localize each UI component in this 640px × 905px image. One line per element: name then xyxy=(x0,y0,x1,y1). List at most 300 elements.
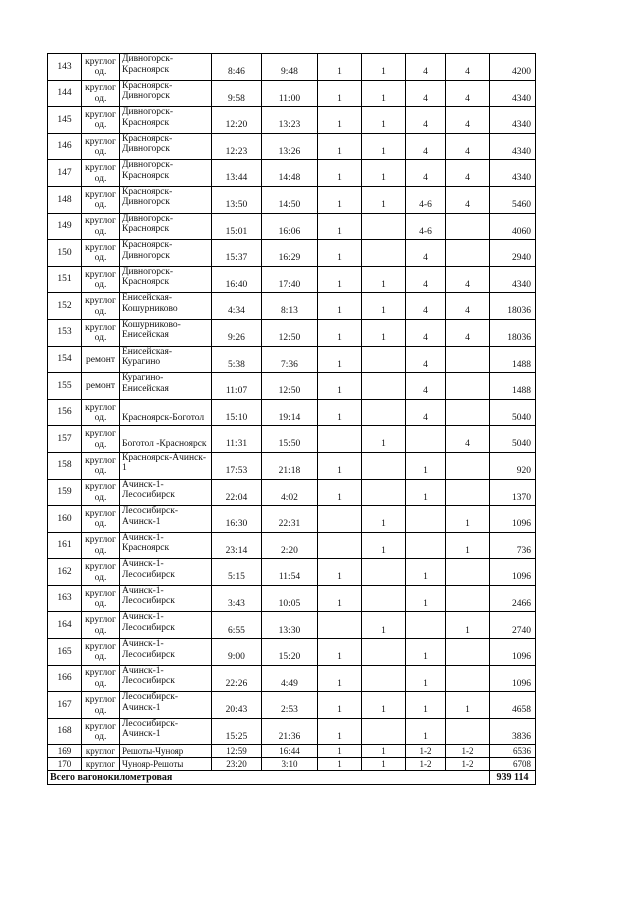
service-type-cell: круглог од. xyxy=(82,133,120,160)
count-cell-4: 1 xyxy=(446,532,490,559)
row-number-cell: 143 xyxy=(48,54,82,81)
row-number-cell: 167 xyxy=(48,692,82,719)
count-cell-2: 1 xyxy=(362,692,406,719)
count-cell-2: 1 xyxy=(362,160,406,187)
departure-time-cell: 3:43 xyxy=(212,585,262,612)
wagon-km-cell: 4658 xyxy=(490,692,536,719)
count-cell-1 xyxy=(318,426,362,453)
count-cell-1: 1 xyxy=(318,160,362,187)
row-number-cell: 160 xyxy=(48,506,82,533)
arrival-time-cell: 16:44 xyxy=(262,745,318,758)
departure-time-cell: 9:00 xyxy=(212,639,262,666)
count-cell-3: 1 xyxy=(406,718,446,745)
table-row xyxy=(48,639,536,666)
total-row xyxy=(48,771,536,785)
service-type-cell: круглог од. xyxy=(82,213,120,240)
route-cell: Дивногорск- Красноярск xyxy=(120,266,212,293)
route-cell: Красноярск- Дивногорск xyxy=(120,240,212,267)
count-cell-2: 1 xyxy=(362,612,406,639)
route-cell: Лесосибирск- Ачинск-1 xyxy=(120,718,212,745)
wagon-km-cell: 1488 xyxy=(490,346,536,373)
service-type-cell: круглог од. xyxy=(82,319,120,346)
wagon-km-cell: 5460 xyxy=(490,186,536,213)
count-cell-3: 4 xyxy=(406,240,446,267)
service-type-cell: круглог од. xyxy=(82,532,120,559)
route-cell: Боготол -Красноярск xyxy=(120,426,212,453)
count-cell-1: 1 xyxy=(318,293,362,320)
count-cell-1: 1 xyxy=(318,373,362,400)
arrival-time-cell: 11:54 xyxy=(262,559,318,586)
count-cell-2 xyxy=(362,213,406,240)
route-cell: Дивногорск- Красноярск xyxy=(120,213,212,240)
departure-time-cell: 22:26 xyxy=(212,665,262,692)
count-cell-2: 1 xyxy=(362,54,406,81)
departure-time-cell: 16:30 xyxy=(212,506,262,533)
count-cell-2: 1 xyxy=(362,133,406,160)
arrival-time-cell: 9:48 xyxy=(262,54,318,81)
departure-time-cell: 15:10 xyxy=(212,399,262,426)
route-cell: Красноярск-Ачинск- 1 xyxy=(120,452,212,479)
row-number-cell: 156 xyxy=(48,399,82,426)
departure-time-cell: 16:40 xyxy=(212,266,262,293)
wagon-km-cell: 18036 xyxy=(490,293,536,320)
service-type-cell: круглог од. xyxy=(82,585,120,612)
count-cell-4 xyxy=(446,718,490,745)
service-type-cell: круглог од. xyxy=(82,506,120,533)
route-cell: Ачинск-1- Лесосибирск xyxy=(120,585,212,612)
row-number-cell: 159 xyxy=(48,479,82,506)
count-cell-4: 4 xyxy=(446,80,490,107)
wagon-km-cell: 5040 xyxy=(490,426,536,453)
departure-time-cell: 11:07 xyxy=(212,373,262,400)
route-cell: Енисейская- Кошурниково xyxy=(120,293,212,320)
count-cell-3 xyxy=(406,612,446,639)
route-cell: Красноярск- Дивногорск xyxy=(120,133,212,160)
count-cell-2: 1 xyxy=(362,745,406,758)
table-row xyxy=(48,692,536,719)
row-number-cell: 150 xyxy=(48,240,82,267)
row-number-cell: 157 xyxy=(48,426,82,453)
row-number-cell: 170 xyxy=(48,758,82,771)
row-number-cell: 162 xyxy=(48,559,82,586)
count-cell-4: 4 xyxy=(446,319,490,346)
wagon-km-cell: 18036 xyxy=(490,319,536,346)
count-cell-1: 1 xyxy=(318,718,362,745)
wagon-km-cell: 4340 xyxy=(490,80,536,107)
departure-time-cell: 12:20 xyxy=(212,107,262,134)
count-cell-3: 4-6 xyxy=(406,186,446,213)
route-cell: Лесосибирск- Ачинск-1 xyxy=(120,506,212,533)
table-row xyxy=(48,133,536,160)
departure-time-cell: 4:34 xyxy=(212,293,262,320)
wagon-km-cell: 4340 xyxy=(490,160,536,187)
service-type-cell: круглог од. xyxy=(82,665,120,692)
count-cell-1: 1 xyxy=(318,639,362,666)
table-row xyxy=(48,532,536,559)
route-cell: Красноярск-Боготол xyxy=(120,399,212,426)
count-cell-4: 1 xyxy=(446,506,490,533)
row-number-cell: 158 xyxy=(48,452,82,479)
count-cell-3 xyxy=(406,506,446,533)
wagon-km-cell: 3836 xyxy=(490,718,536,745)
count-cell-1: 1 xyxy=(318,745,362,758)
arrival-time-cell: 7:36 xyxy=(262,346,318,373)
count-cell-3: 1 xyxy=(406,479,446,506)
service-type-cell: круглог од. xyxy=(82,240,120,267)
route-cell: Курагино- Енисейская xyxy=(120,373,212,400)
departure-time-cell: 5:15 xyxy=(212,559,262,586)
count-cell-2: 1 xyxy=(362,506,406,533)
departure-time-cell: 13:44 xyxy=(212,160,262,187)
count-cell-3: 1 xyxy=(406,692,446,719)
route-cell: Красноярск- Дивногорск xyxy=(120,80,212,107)
route-cell: Дивногорск- Красноярск xyxy=(120,54,212,81)
count-cell-4 xyxy=(446,346,490,373)
row-number-cell: 146 xyxy=(48,133,82,160)
count-cell-3: 4 xyxy=(406,133,446,160)
row-number-cell: 154 xyxy=(48,346,82,373)
arrival-time-cell: 4:49 xyxy=(262,665,318,692)
service-type-cell: круглог од. xyxy=(82,160,120,187)
table-row xyxy=(48,612,536,639)
count-cell-3: 4 xyxy=(406,107,446,134)
count-cell-3: 4 xyxy=(406,54,446,81)
service-type-cell: круглог од. xyxy=(82,399,120,426)
wagon-km-cell: 4340 xyxy=(490,107,536,134)
service-type-cell: круглог од. xyxy=(82,452,120,479)
table-row xyxy=(48,559,536,586)
departure-time-cell: 17:53 xyxy=(212,452,262,479)
table-row xyxy=(48,266,536,293)
count-cell-4: 4 xyxy=(446,133,490,160)
arrival-time-cell: 13:26 xyxy=(262,133,318,160)
count-cell-1: 1 xyxy=(318,479,362,506)
count-cell-1: 1 xyxy=(318,133,362,160)
service-type-cell: круглог xyxy=(82,758,120,771)
wagon-km-cell: 6708 xyxy=(490,758,536,771)
departure-time-cell: 23:20 xyxy=(212,758,262,771)
arrival-time-cell: 12:50 xyxy=(262,373,318,400)
count-cell-2 xyxy=(362,585,406,612)
departure-time-cell: 6:55 xyxy=(212,612,262,639)
service-type-cell: круглог од. xyxy=(82,612,120,639)
count-cell-3: 1-2 xyxy=(406,758,446,771)
count-cell-3: 4 xyxy=(406,319,446,346)
count-cell-1: 1 xyxy=(318,266,362,293)
table-row xyxy=(48,346,536,373)
count-cell-1: 1 xyxy=(318,186,362,213)
count-cell-3: 4 xyxy=(406,80,446,107)
table-row xyxy=(48,293,536,320)
count-cell-4 xyxy=(446,559,490,586)
count-cell-2: 1 xyxy=(362,758,406,771)
row-number-cell: 166 xyxy=(48,665,82,692)
count-cell-1: 1 xyxy=(318,213,362,240)
row-number-cell: 155 xyxy=(48,373,82,400)
wagon-km-cell: 4340 xyxy=(490,133,536,160)
count-cell-4 xyxy=(446,665,490,692)
arrival-time-cell: 2:53 xyxy=(262,692,318,719)
table-row xyxy=(48,399,536,426)
route-cell: Енисейская- Курагино xyxy=(120,346,212,373)
count-cell-3 xyxy=(406,426,446,453)
table-row xyxy=(48,373,536,400)
row-number-cell: 169 xyxy=(48,745,82,758)
count-cell-3: 4 xyxy=(406,293,446,320)
count-cell-3: 1-2 xyxy=(406,745,446,758)
departure-time-cell: 15:01 xyxy=(212,213,262,240)
count-cell-4: 1 xyxy=(446,692,490,719)
arrival-time-cell: 13:23 xyxy=(262,107,318,134)
row-number-cell: 147 xyxy=(48,160,82,187)
route-cell: Дивногорск- Красноярск xyxy=(120,107,212,134)
count-cell-4: 4 xyxy=(446,426,490,453)
arrival-time-cell: 16:29 xyxy=(262,240,318,267)
arrival-time-cell: 21:18 xyxy=(262,452,318,479)
departure-time-cell: 9:58 xyxy=(212,80,262,107)
table-row xyxy=(48,213,536,240)
table-row xyxy=(48,426,536,453)
count-cell-2: 1 xyxy=(362,107,406,134)
table-row xyxy=(48,718,536,745)
wagon-km-cell: 1488 xyxy=(490,373,536,400)
count-cell-1: 1 xyxy=(318,665,362,692)
route-cell: Ачинск-1- Лесосибирск xyxy=(120,612,212,639)
count-cell-2: 1 xyxy=(362,426,406,453)
departure-time-cell: 9:26 xyxy=(212,319,262,346)
count-cell-2 xyxy=(362,665,406,692)
row-number-cell: 165 xyxy=(48,639,82,666)
count-cell-4: 4 xyxy=(446,160,490,187)
timetable-document xyxy=(47,53,536,785)
count-cell-1 xyxy=(318,506,362,533)
table-row xyxy=(48,107,536,134)
route-cell: Ачинск-1- Лесосибирск xyxy=(120,559,212,586)
count-cell-2 xyxy=(362,346,406,373)
count-cell-3: 1 xyxy=(406,639,446,666)
departure-time-cell: 12:23 xyxy=(212,133,262,160)
row-number-cell: 144 xyxy=(48,80,82,107)
count-cell-1: 1 xyxy=(318,452,362,479)
arrival-time-cell: 16:06 xyxy=(262,213,318,240)
schedule-table xyxy=(47,53,536,785)
service-type-cell: круглог од. xyxy=(82,718,120,745)
count-cell-2: 1 xyxy=(362,532,406,559)
service-type-cell: круглог од. xyxy=(82,266,120,293)
arrival-time-cell: 14:50 xyxy=(262,186,318,213)
departure-time-cell: 23:14 xyxy=(212,532,262,559)
departure-time-cell: 8:46 xyxy=(212,54,262,81)
route-cell: Решоты-Чунояр xyxy=(120,745,212,758)
departure-time-cell: 22:04 xyxy=(212,479,262,506)
table-row xyxy=(48,160,536,187)
route-cell: Ачинск-1- Лесосибирск xyxy=(120,479,212,506)
count-cell-4: 4 xyxy=(446,54,490,81)
row-number-cell: 151 xyxy=(48,266,82,293)
count-cell-4 xyxy=(446,639,490,666)
departure-time-cell: 15:25 xyxy=(212,718,262,745)
departure-time-cell: 11:31 xyxy=(212,426,262,453)
wagon-km-cell: 920 xyxy=(490,452,536,479)
count-cell-1: 1 xyxy=(318,585,362,612)
wagon-km-cell: 1096 xyxy=(490,639,536,666)
table-row xyxy=(48,758,536,771)
count-cell-4 xyxy=(446,213,490,240)
wagon-km-cell: 2740 xyxy=(490,612,536,639)
wagon-km-cell: 4060 xyxy=(490,213,536,240)
service-type-cell: ремонт xyxy=(82,373,120,400)
count-cell-4: 4 xyxy=(446,186,490,213)
wagon-km-cell: 1096 xyxy=(490,665,536,692)
wagon-km-cell: 4200 xyxy=(490,54,536,81)
service-type-cell: круглог од. xyxy=(82,107,120,134)
row-number-cell: 145 xyxy=(48,107,82,134)
route-cell: Чунояр-Решоты xyxy=(120,758,212,771)
count-cell-4: 4 xyxy=(446,293,490,320)
count-cell-2: 1 xyxy=(362,293,406,320)
arrival-time-cell: 12:50 xyxy=(262,319,318,346)
route-cell: Красноярск- Дивногорск xyxy=(120,186,212,213)
count-cell-2 xyxy=(362,240,406,267)
table-row xyxy=(48,479,536,506)
arrival-time-cell: 15:50 xyxy=(262,426,318,453)
count-cell-2 xyxy=(362,639,406,666)
row-number-cell: 163 xyxy=(48,585,82,612)
arrival-time-cell: 22:31 xyxy=(262,506,318,533)
count-cell-4: 4 xyxy=(446,266,490,293)
count-cell-3 xyxy=(406,532,446,559)
count-cell-1: 1 xyxy=(318,559,362,586)
service-type-cell: круглог од. xyxy=(82,80,120,107)
count-cell-3: 1 xyxy=(406,665,446,692)
wagon-km-cell: 2466 xyxy=(490,585,536,612)
arrival-time-cell: 4:02 xyxy=(262,479,318,506)
arrival-time-cell: 19:14 xyxy=(262,399,318,426)
service-type-cell: круглог од. xyxy=(82,54,120,81)
departure-time-cell: 13:50 xyxy=(212,186,262,213)
route-cell: Ачинск-1- Красноярск xyxy=(120,532,212,559)
count-cell-1: 1 xyxy=(318,346,362,373)
count-cell-4 xyxy=(446,373,490,400)
wagon-km-cell: 736 xyxy=(490,532,536,559)
count-cell-4: 4 xyxy=(446,107,490,134)
count-cell-3: 4 xyxy=(406,160,446,187)
service-type-cell: круглог од. xyxy=(82,186,120,213)
count-cell-1 xyxy=(318,612,362,639)
table-row xyxy=(48,452,536,479)
total-label: Всего вагонокилометровая xyxy=(48,771,490,785)
row-number-cell: 168 xyxy=(48,718,82,745)
count-cell-1: 1 xyxy=(318,54,362,81)
table-row xyxy=(48,585,536,612)
service-type-cell: круглог од. xyxy=(82,426,120,453)
table-row xyxy=(48,506,536,533)
count-cell-2 xyxy=(362,479,406,506)
route-cell: Ачинск-1- Лесосибирск xyxy=(120,639,212,666)
count-cell-3: 4 xyxy=(406,266,446,293)
wagon-km-cell: 6536 xyxy=(490,745,536,758)
count-cell-4 xyxy=(446,585,490,612)
count-cell-2: 1 xyxy=(362,80,406,107)
table-row xyxy=(48,54,536,81)
departure-time-cell: 15:37 xyxy=(212,240,262,267)
route-cell: Кошурниково- Енисейская xyxy=(120,319,212,346)
arrival-time-cell: 15:20 xyxy=(262,639,318,666)
count-cell-4 xyxy=(446,399,490,426)
service-type-cell: круглог од. xyxy=(82,692,120,719)
route-cell: Лесосибирск- Ачинск-1 xyxy=(120,692,212,719)
table-row xyxy=(48,745,536,758)
wagon-km-cell: 5040 xyxy=(490,399,536,426)
row-number-cell: 164 xyxy=(48,612,82,639)
service-type-cell: круглог од. xyxy=(82,639,120,666)
count-cell-3: 4-6 xyxy=(406,213,446,240)
count-cell-4 xyxy=(446,240,490,267)
arrival-time-cell: 13:30 xyxy=(262,612,318,639)
count-cell-4: 1-2 xyxy=(446,758,490,771)
row-number-cell: 161 xyxy=(48,532,82,559)
table-row xyxy=(48,186,536,213)
count-cell-1: 1 xyxy=(318,399,362,426)
count-cell-3: 1 xyxy=(406,559,446,586)
wagon-km-cell: 4340 xyxy=(490,266,536,293)
count-cell-1: 1 xyxy=(318,107,362,134)
arrival-time-cell: 2:20 xyxy=(262,532,318,559)
service-type-cell: ремонт xyxy=(82,346,120,373)
route-cell: Дивногорск- Красноярск xyxy=(120,160,212,187)
count-cell-1: 1 xyxy=(318,692,362,719)
row-number-cell: 152 xyxy=(48,293,82,320)
arrival-time-cell: 10:05 xyxy=(262,585,318,612)
row-number-cell: 148 xyxy=(48,186,82,213)
service-type-cell: круглог xyxy=(82,745,120,758)
count-cell-4: 1 xyxy=(446,612,490,639)
count-cell-1 xyxy=(318,532,362,559)
route-cell: Ачинск-1- Лесосибирск xyxy=(120,665,212,692)
arrival-time-cell: 21:36 xyxy=(262,718,318,745)
count-cell-4 xyxy=(446,479,490,506)
count-cell-2 xyxy=(362,718,406,745)
wagon-km-cell: 2940 xyxy=(490,240,536,267)
count-cell-2: 1 xyxy=(362,319,406,346)
count-cell-2: 1 xyxy=(362,186,406,213)
departure-time-cell: 12:59 xyxy=(212,745,262,758)
service-type-cell: круглог од. xyxy=(82,479,120,506)
total-value: 939 114 xyxy=(490,771,536,785)
arrival-time-cell: 11:00 xyxy=(262,80,318,107)
count-cell-2 xyxy=(362,452,406,479)
wagon-km-cell: 1096 xyxy=(490,559,536,586)
departure-time-cell: 5:38 xyxy=(212,346,262,373)
count-cell-3: 1 xyxy=(406,452,446,479)
count-cell-2: 1 xyxy=(362,266,406,293)
count-cell-3: 4 xyxy=(406,373,446,400)
table-row xyxy=(48,319,536,346)
wagon-km-cell: 1370 xyxy=(490,479,536,506)
arrival-time-cell: 14:48 xyxy=(262,160,318,187)
row-number-cell: 153 xyxy=(48,319,82,346)
count-cell-3: 1 xyxy=(406,585,446,612)
count-cell-1: 1 xyxy=(318,319,362,346)
table-row xyxy=(48,80,536,107)
count-cell-2 xyxy=(362,399,406,426)
table-row xyxy=(48,240,536,267)
arrival-time-cell: 3:10 xyxy=(262,758,318,771)
count-cell-4: 1-2 xyxy=(446,745,490,758)
count-cell-1: 1 xyxy=(318,80,362,107)
count-cell-4 xyxy=(446,452,490,479)
count-cell-1: 1 xyxy=(318,240,362,267)
